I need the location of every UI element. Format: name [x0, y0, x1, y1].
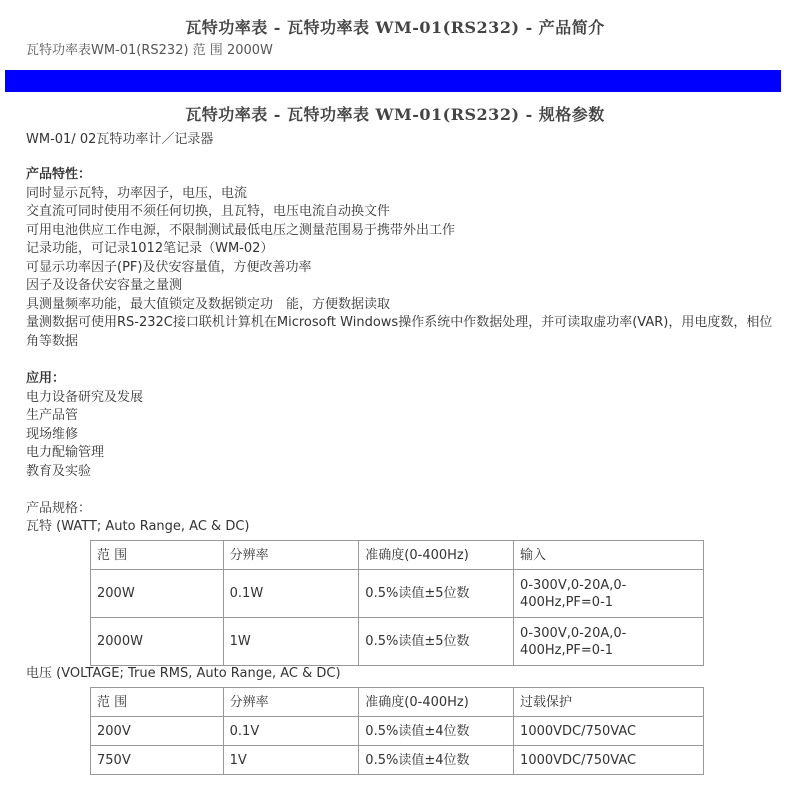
table-header-cell: 过载保护	[514, 688, 704, 717]
table-header-cell: 准确度(0-400Hz)	[359, 541, 514, 570]
table-cell: 0-300V,0-20A,0-400Hz,PF=0-1	[514, 570, 704, 618]
application-item: 电力配输管理	[26, 445, 105, 460]
specs-subtitle: WM-01/ 02瓦特功率计／记录器	[26, 132, 214, 147]
watt-spec-label: 瓦特 (WATT; Auto Range, AC & DC)	[26, 519, 250, 534]
table-cell: 0.5%读值±4位数	[359, 746, 514, 775]
table-header-cell: 输入	[514, 541, 704, 570]
applications-heading: 应用：	[26, 371, 66, 386]
features-heading: 产品特性：	[26, 167, 92, 182]
table-header-cell: 分辨率	[223, 541, 359, 570]
intro-summary: 瓦特功率表WM-01(RS232) 范 围 2000W	[26, 43, 273, 58]
feature-item: 量测数据可使用RS-232C接口联机计算机在Microsoft Windows操作系统中作数据处理，并可读取虚功率(VAR)，用电度数，相位角等数据	[26, 315, 773, 349]
table-cell: 0.1W	[223, 570, 359, 618]
voltage-spec-table	[90, 687, 704, 775]
table-cell: 0.1V	[223, 717, 359, 746]
table-cell: 1V	[223, 746, 359, 775]
table-cell: 0.5%读值±4位数	[359, 717, 514, 746]
table-cell: 2000W	[91, 618, 224, 666]
table-cell: 750V	[91, 746, 224, 775]
application-item: 生产品管	[26, 408, 79, 423]
product-spec-heading: 产品规格：	[26, 501, 92, 516]
feature-item: 具测量频率功能，最大值锁定及数据锁定功 能，方便数据读取	[26, 296, 391, 312]
voltage-spec-label: 电压 (VOLTAGE; True RMS, Auto Range, AC & DC)	[26, 666, 341, 681]
feature-item: 交直流可同时使用不须任何切换，且瓦特，电压电流自动换文件	[26, 204, 391, 219]
features-section	[26, 166, 776, 351]
table-header-cell: 范 围	[91, 541, 224, 570]
applications-section	[26, 370, 776, 481]
feature-item: 可显示功率因子(PF)及伏安容量值，方便改善功率	[26, 259, 312, 275]
table-cell: 200V	[91, 717, 224, 746]
table-cell: 1W	[223, 618, 359, 666]
application-item: 现场维修	[26, 426, 79, 442]
banner-bar	[5, 70, 781, 92]
table-header-cell: 范 围	[91, 688, 224, 717]
table-row	[91, 746, 704, 775]
table-header-row	[91, 541, 704, 570]
watt-spec-table	[90, 540, 704, 666]
table-header-row	[91, 688, 704, 717]
table-header-cell: 分辨率	[223, 688, 359, 717]
feature-item: 因子及设备伏安容量之量测	[26, 278, 183, 293]
table-cell: 0.5%读值±5位数	[359, 618, 514, 666]
table-cell: 1000VDC/750VAC	[514, 717, 704, 746]
feature-item: 记录功能，可记录1012笔记录（WM-02）	[26, 241, 274, 256]
table-row	[91, 570, 704, 618]
table-row	[91, 618, 704, 666]
table-cell: 200W	[91, 570, 224, 618]
table-header-cell: 准确度(0-400Hz)	[359, 688, 514, 717]
application-item: 电力设备研究及发展	[26, 389, 144, 405]
feature-item: 同时显示瓦特，功率因子，电压，电流	[26, 185, 248, 201]
table-cell: 0.5%读值±5位数	[359, 570, 514, 618]
application-item: 教育及实验	[26, 463, 92, 479]
table-row	[91, 717, 704, 746]
feature-item: 可用电池供应工作电源，不限制测试最低电压之测量范围易于携带外出工作	[26, 222, 456, 238]
table-cell: 0-300V,0-20A,0-400Hz,PF=0-1	[514, 618, 704, 666]
intro-title: 瓦特功率表 - 瓦特功率表 WM-01(RS232) - 产品简介	[185, 18, 605, 37]
table-cell: 1000VDC/750VAC	[514, 746, 704, 775]
specs-title: 瓦特功率表 - 瓦特功率表 WM-01(RS232) - 规格参数	[185, 105, 605, 124]
